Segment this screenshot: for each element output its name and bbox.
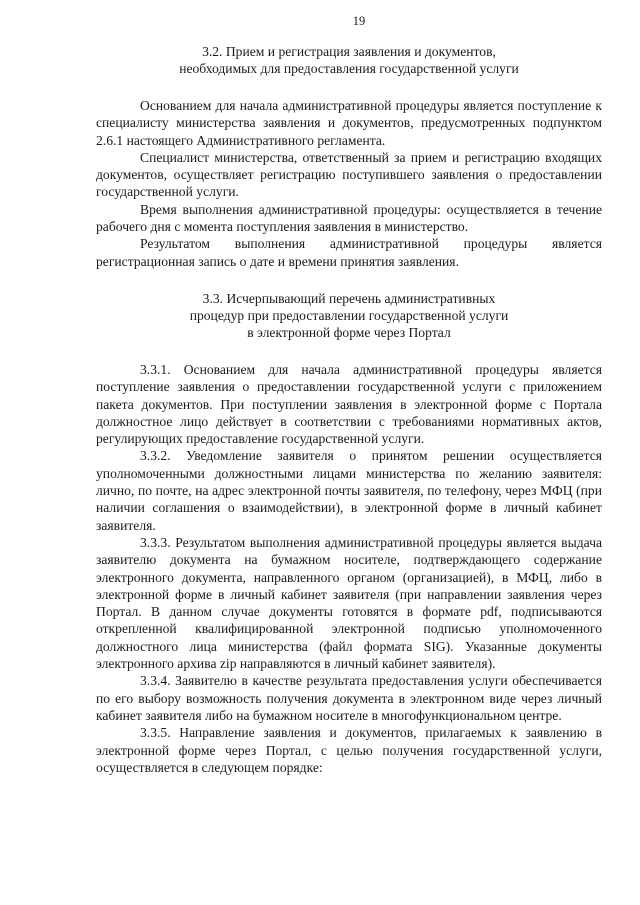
page-number: 19 (352, 14, 366, 28)
heading-line: необходимых для предоставления государственной услуги (179, 61, 519, 76)
section-heading (96, 290, 602, 341)
heading-line: 3.3. Исчерпывающий перечень административных (202, 290, 496, 306)
paragraph: 3.3.5. Направление заявления и документов, прилагаемых к заявлению в электронной форме через Портал, с целью получения государственной услуги, осуществляется в следующем порядке: (96, 725, 602, 775)
heading-line: процедур при предоставлении государственной услуги (189, 307, 509, 323)
paragraph: Основанием для начала административной процедуры является поступление к специалисту министерства заявления и документов, предусмотренных подпунктом 2.6.1 настоящего Административного регламента. (96, 98, 602, 148)
paragraph: Результатом выполнения административной процедуры является регистрационная запись о дате и времени принятия заявления. (96, 236, 602, 269)
paragraph: 3.3.4. Заявителю в качестве результата предоставления услуги обеспечивается по его выбору возможность получения документа в электронном виде через личный кабинет заявителя либо на бумажном носителе в многофункциональном центре. (96, 673, 602, 723)
heading-line: в электронной форме через Портал (247, 324, 451, 340)
paragraph: Специалист министерства, ответственный за прием и регистрацию входящих документов, осуществляет регистрацию поступившего заявления о предоставлении государственной услуги. (96, 149, 602, 200)
paragraph: Время выполнения административной процедуры: осуществляется в течение рабочего дня с момента поступления заявления в министерство. (96, 201, 602, 235)
section-3-2 (96, 43, 602, 270)
paragraph: 3.3.3. Результатом выполнения административной процедуры является выдача заявителю документа на бумажном носителе, подтверждающего содержание электронного документа, направленного органом (организацией), в МФЦ, либо в электронной форме в личный кабинет заявителя (при направлении заявления через Портал. В данном случае документы готовятся в формате pdf, подписываются открепленной квалифицированной электронной подписью уполномоченного должностного лица министерства (файл формата SIG). Указанные документы электронного архива zip направляются в личный кабинет заявителя). (96, 534, 602, 672)
paragraph: 3.3.2. Уведомление заявителя о принятом решении осуществляется уполномоченными должностными лицами министерства по желанию заявителя: лично, по почте, на адрес электронной почты заявителя, по телефону, через МФЦ (при наличии соглашения о взаимодействии), в электронной форме в личный кабинет заявителя. (96, 448, 602, 533)
section-heading (96, 43, 602, 77)
paragraph: 3.3.1. Основанием для начала административной процедуры является поступление заявления о предоставлении государственной услуги с приложением пакета документов. При поступлении заявления в электронной форме с Портала должностное лицо действует в соответствии с требованиями нормативных актов, регулирующих предоставление государственной услуги. (96, 361, 602, 447)
heading-line: 3.2. Прием и регистрация заявления и документов, (202, 44, 496, 59)
section-3-3 (96, 290, 602, 776)
